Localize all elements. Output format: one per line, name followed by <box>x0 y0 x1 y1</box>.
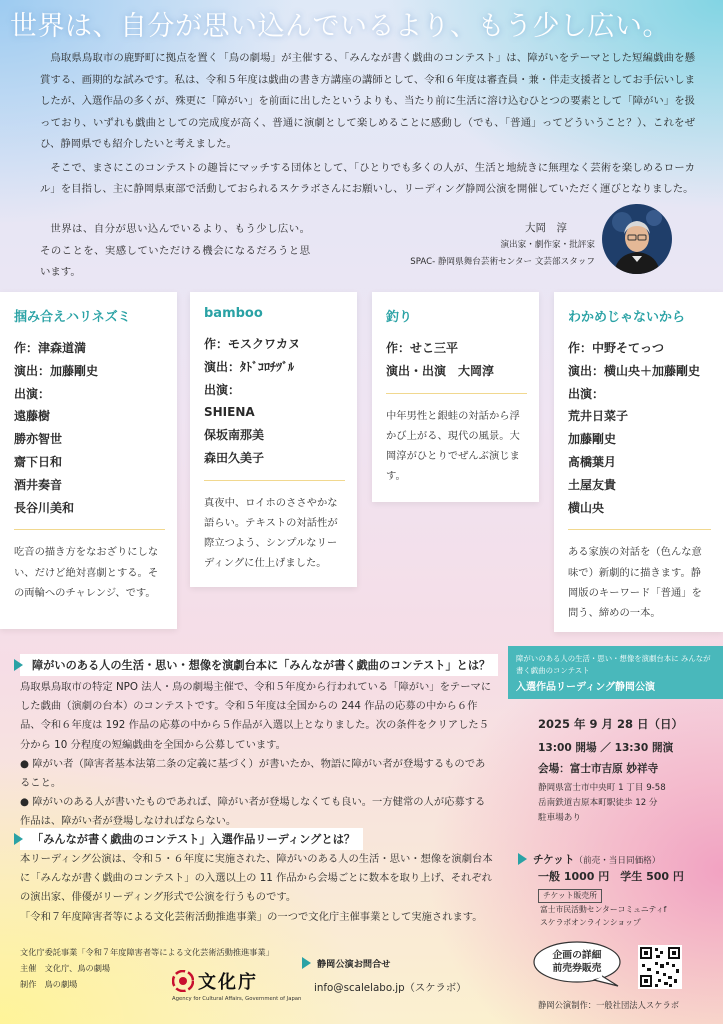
work-description: 中年男性と銀蛙の対話から浮かび上がる、現代の風景。大岡淳がひとりでぜんぶ演じます。 <box>386 409 520 483</box>
divider <box>386 393 527 394</box>
divider <box>568 529 711 530</box>
event-date: 2025 年 9 月 28 日（日） <box>538 717 684 731</box>
portrait-icon <box>602 204 672 274</box>
work-description: ある家族の対話を（色んな意味で）新劇的に描きます。静岡版のキーワード「普通」を問う、締めの一本。 <box>568 546 702 619</box>
commission-text: 文化庁委託事業「令和７年度障害者等による文化芸術活動推進事業」 <box>20 947 274 957</box>
credit-line: 勝亦智世 <box>14 432 63 447</box>
ticket-sales <box>540 904 666 929</box>
signature-name: 大岡 淳 <box>525 222 567 234</box>
sales-online: スケラボオンラインショップ <box>540 917 641 927</box>
credit-line: 髙橋葉月 <box>568 454 617 469</box>
work-title: わかめじゃないから <box>568 310 686 325</box>
ticket-label: チケット <box>533 854 575 866</box>
credit-line: 出演： <box>14 386 51 401</box>
details-bubble[interactable] <box>532 940 622 988</box>
work-title: 釣り <box>386 310 413 325</box>
page-title: 世界は、自分が思い込んでいるより、もう少し広い。 <box>10 11 670 42</box>
work-card-1 <box>0 292 177 629</box>
contact-email[interactable]: info@scalelabo.jp（スケラボ） <box>314 982 467 994</box>
section-body <box>20 850 500 927</box>
credit-line: 荒井日菜子 <box>568 409 629 424</box>
event-info <box>538 716 723 826</box>
avatar <box>602 204 672 274</box>
agency-logo-sub: Agency for Cultural Affairs, Government of Japan <box>172 996 302 1002</box>
event-banner-sub: 障がいのある人の生活・思い・想像を演劇台本に みんなが書く戯曲のコンテスト <box>516 654 711 675</box>
signature <box>380 220 595 271</box>
body-paragraph: 鳥取県鳥取市の特定 NPO 法人・鳥の劇場主催で、令和５年度から行われている「障がい」をテーマにした戯曲（演劇の台本）のコンテストです。令和５年度は全国からの 244 作品の応募の中から６作品、令和６年度は 192 作品の応募の中から５作品が入選以上となりました。次の条件をクリアした５分から 10 分程度の短編戯曲を全国から公募しています。 <box>20 681 492 751</box>
bubble-line: 企画の詳細 <box>552 950 602 961</box>
producer-credit: 静岡公演制作：一般社団法人スケラボ <box>538 1000 680 1010</box>
work-title: bamboo <box>204 306 263 321</box>
contact-label: 静岡公演お問合せ <box>317 959 391 970</box>
intro-paragraph: そこで、まさにこのコンテストの趣旨にマッチする団体として、「ひとりでも多くの人が、生活と地続きに無理なく芸術を楽しめるローカル」を目指し、主に静岡県東部で活動しておられるスケラボさんにお願いし、リーディング静岡公演を開催していただく運びとなりました。 <box>40 161 695 195</box>
intro-text <box>40 48 695 203</box>
signature-role: 演出家・劇作家・批評家 <box>500 240 595 250</box>
triangle-icon <box>302 957 311 969</box>
event-venue: 会場：富士市吉原 妙祥寺 <box>538 763 659 775</box>
work-title: 掴み合えハリネズミ <box>14 310 131 325</box>
ticket-price: 一般 1000 円 学生 500 円 <box>538 870 684 883</box>
credit-line: SHIENA <box>204 405 255 420</box>
production-text: 制作 鳥の劇場 <box>20 979 78 989</box>
credit-line: 加藤剛史 <box>568 432 617 447</box>
credit-line: 酒井奏音 <box>14 477 63 492</box>
ticket-sales-label: チケット販売所 <box>538 889 602 903</box>
agency-logo <box>172 968 302 1008</box>
contact-block <box>302 952 466 994</box>
bubble-line: 前売券販売 <box>552 963 602 974</box>
section-body <box>20 678 495 832</box>
work-card-4 <box>554 292 723 632</box>
work-card-3 <box>372 292 539 502</box>
credit-line: 遠藤樹 <box>14 409 51 424</box>
intro-paragraph: 鳥取県鳥取市の鹿野町に拠点を置く「鳥の劇場」が主催する、「みんなが書く戯曲のコンテスト」は、障がいをテーマとした短編戯曲を懸賞する、画期的な試みです。私は、令和５年度は戯曲の書き方講座の講師として、令和６年度は審査員・兼・伴走支援者としてお手伝いしましたが、入選作品の多くが、殊更に「障がい」を前面に出したというよりも、当たり前に生活に溶け込むひとつの要素として「障がい」を扱っており、いずれも戯曲としての完成度が高く、普通に演劇として楽しめることに感動し（でも、「普通」ってどういうこと？）、これをぜひ、静岡県でも紹介したいと考えました。 <box>40 52 695 150</box>
agency-logo-text: 文化庁 <box>198 972 258 993</box>
event-banner <box>508 646 723 699</box>
bullet-item: ● 障がい者（障害者基本法第二条の定義に基づく）が書いたか、物語に障がい者が登場するものであること。 <box>20 757 486 790</box>
credit-line: 演出：ﾀﾄﾞｺﾛﾁﾂﾞﾙ <box>204 359 295 374</box>
event-banner-title: 入選作品リーディング静岡公演 <box>516 682 655 693</box>
qr-code-icon <box>638 945 682 989</box>
credit-line: 長谷川美和 <box>14 500 75 515</box>
credit-line: 土屋友貴 <box>568 477 617 492</box>
ticket-heading <box>518 848 660 869</box>
event-parking: 駐車場あり <box>538 813 581 823</box>
credit-line: 演出：横山央＋加藤剛史 <box>568 363 701 378</box>
divider <box>204 480 345 481</box>
credit-line: 作：中野そてっつ <box>568 341 665 355</box>
organizer-text: 主催 文化庁、鳥の劇場 <box>20 963 111 973</box>
triangle-icon <box>518 853 527 865</box>
event-access: 岳南鉄道吉原本町駅徒歩 12 分 <box>538 798 658 808</box>
intro-paragraph: 世界は、自分が思い込んでいるより、もう少し広い。そのことを、実感していただける機会になるだろうと思います。 <box>40 223 310 278</box>
agency-emblem-icon <box>172 970 194 992</box>
credit-line: 演出：加藤剛史 <box>14 363 99 378</box>
signature-org: SPAC- 静岡県舞台芸術センター 文芸部スタッフ <box>410 257 595 267</box>
event-address: 静岡県富士市中央町 1 丁目 9-58 <box>538 783 666 793</box>
credit-line: 作：せこ三平 <box>386 341 459 355</box>
credit-line: 齋下日和 <box>14 454 63 469</box>
event-time: 13:00 開場 ／ 13:30 開演 <box>538 742 674 754</box>
work-card-2 <box>190 292 357 587</box>
intro-closing <box>40 219 310 286</box>
credit-line: 演出・出演 大岡淳 <box>386 363 495 378</box>
ticket-note: （前売・当日同価格） <box>574 856 661 866</box>
credit-line: 作：津森道満 <box>14 341 87 355</box>
credit-line: 保坂南那美 <box>204 428 265 443</box>
work-description: 真夜中、ロイホのささやかな語らい。テキストの対話性が際立つよう、シンプルなリーディングに仕上げました。 <box>204 496 338 570</box>
qr-code[interactable] <box>638 945 682 989</box>
work-description: 吃音の描き方をなおざりにしない、だけど絶対喜劇とする。その両輪へのチャレンジ、です。 <box>14 546 159 599</box>
body-paragraph: 本リーディング公演は、令和５・６年度に実施された、障がいのある人の生活・思い・想像を演劇台本に「みんなが書く戯曲のコンテスト」の入選以上の 11 作品から会場ごとに数本を取り上げ、それぞれの演出家、俳優がリーディング形式で公演を行うものです。 <box>20 853 493 904</box>
divider <box>14 529 165 530</box>
credit-line: 作：モスクワカヌ <box>204 337 301 351</box>
section-heading: 障がいのある人の生活・思い・想像を演劇台本に「みんなが書く戯曲のコンテスト」とは？ <box>20 654 498 676</box>
bullet-item: ● 障がいのある人が書いたものであれば、障がい者が登場しなくても良い。一方健常の人が応募する作品は、障がい者が登場しなければならない。 <box>20 796 486 828</box>
credit-line: 横山央 <box>568 500 605 515</box>
credit-line: 出演： <box>568 386 605 401</box>
section-heading: 「みんなが書く戯曲のコンテスト」入選作品リーディングとは？ <box>20 828 363 850</box>
credit-line: 出演： <box>204 382 241 397</box>
credit-line: 森田久美子 <box>204 450 265 465</box>
body-paragraph: 「令和７年度障害者等による文化芸術活動推進事業」の一つで文化庁主催事業として実施されます。 <box>20 910 483 923</box>
sales-venue: 富士市民活動センターコミュニティf <box>540 905 667 914</box>
